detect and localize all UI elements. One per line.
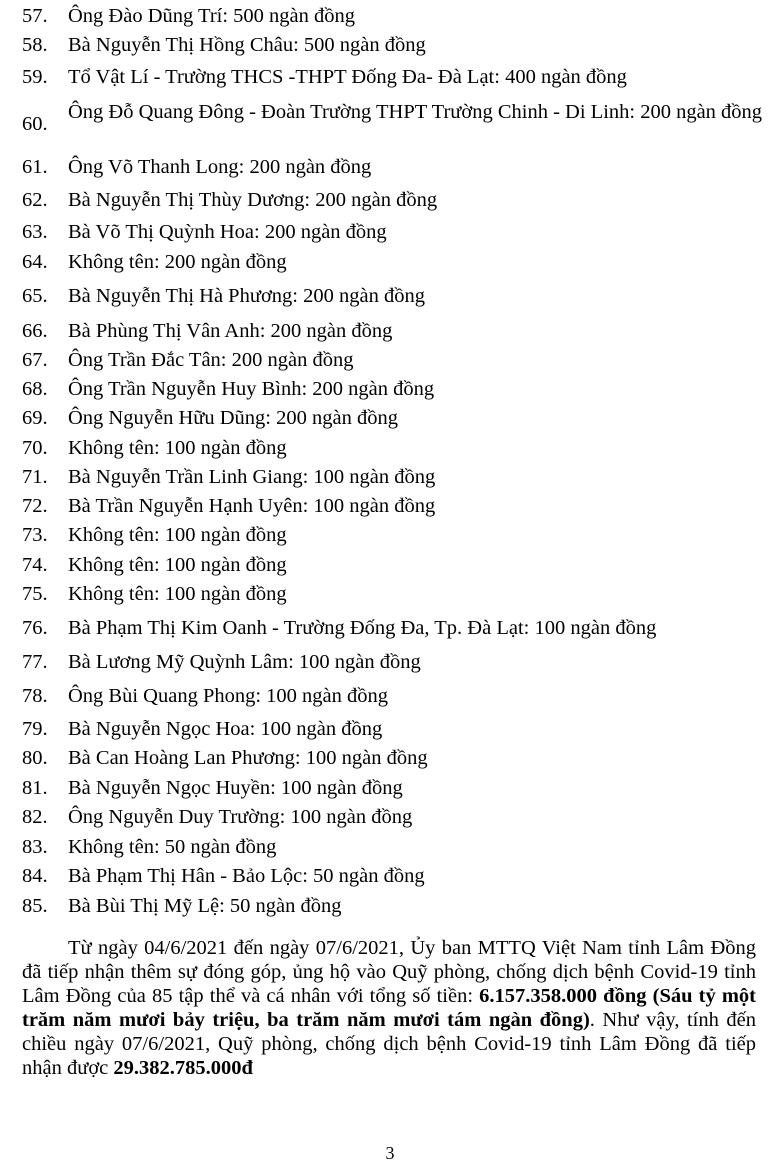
item-number: 64.	[22, 251, 48, 273]
item-text: Không tên: 100 ngàn đồng	[68, 437, 287, 459]
item-text: Không tên: 100 ngàn đồng	[68, 554, 287, 576]
item-number: 70.	[22, 437, 48, 459]
item-text: Không tên: 50 ngàn đồng	[68, 836, 277, 858]
item-number: 76.	[22, 617, 48, 639]
item-number: 68.	[22, 378, 48, 400]
item-text: Không tên: 100 ngàn đồng	[68, 524, 287, 546]
item-text: Bà Nguyễn Ngọc Huyền: 100 ngàn đồng	[68, 777, 403, 799]
item-number: 57.	[22, 5, 48, 27]
item-text: Ông Trần Đắc Tân: 200 ngàn đồng	[68, 349, 354, 371]
item-text: Không tên: 200 ngàn đồng	[68, 251, 287, 273]
item-text: Bà Nguyễn Thị Hồng Châu: 500 ngàn đồng	[68, 34, 426, 56]
item-text: Bà Bùi Thị Mỹ Lệ: 50 ngàn đồng	[68, 895, 342, 917]
item-number: 62.	[22, 189, 48, 211]
item-number: 66.	[22, 320, 48, 342]
item-text: Ông Đỗ Quang Đông - Đoàn Trường THPT Trường Chinh - Di Linh: 200 ngàn đồng	[68, 101, 763, 123]
item-text: Ông Võ Thanh Long: 200 ngàn đồng	[68, 156, 372, 178]
summary-text-2: . Như vậy, tính đến chiều ngày 07/6/2021, Quỹ phòng, chống dịch bệnh Covid-19 tỉnh Lâm Đồng đã tiếp nhận được	[22, 1009, 756, 1079]
item-number: 60.	[22, 113, 48, 135]
item-number: 82.	[22, 806, 48, 828]
item-text: Ông Đào Dũng Trí: 500 ngàn đồng	[68, 5, 356, 27]
item-text: Ông Trần Nguyễn Huy Bình: 200 ngàn đồng	[68, 378, 435, 400]
item-text: Không tên: 100 ngàn đồng	[68, 583, 287, 605]
item-text: Bà Nguyễn Thị Thùy Dương: 200 ngàn đồng	[68, 189, 438, 211]
item-text: Bà Trần Nguyễn Hạnh Uyên: 100 ngàn đồng	[68, 495, 436, 517]
item-number: 71.	[22, 466, 48, 488]
item-number: 85.	[22, 895, 48, 917]
summary-amount: 6.157.358.000 đồng (Sáu tỷ một trăm năm mươi bảy triệu, ba trăm năm mươi tám ngàn đồng)	[22, 985, 756, 1031]
item-text: Bà Phạm Thị Hân - Bảo Lộc: 50 ngàn đồng	[68, 865, 425, 887]
item-text: Bà Lương Mỹ Quỳnh Lâm: 100 ngàn đồng	[68, 651, 421, 673]
item-text: Bà Nguyễn Trần Linh Giang: 100 ngàn đồng	[68, 466, 436, 488]
item-number: 58.	[22, 34, 48, 56]
item-number: 59.	[22, 66, 48, 88]
item-text: Bà Nguyễn Ngọc Hoa: 100 ngàn đồng	[68, 718, 383, 740]
page-number: 3	[385, 1143, 395, 1163]
item-number: 84.	[22, 865, 48, 887]
item-number: 61.	[22, 156, 48, 178]
item-number: 79.	[22, 718, 48, 740]
item-number: 80.	[22, 747, 48, 769]
item-number: 73.	[22, 524, 48, 546]
item-text: Bà Võ Thị Quỳnh Hoa: 200 ngàn đồng	[68, 221, 387, 243]
item-text: Bà Phạm Thị Kim Oanh - Trường Đống Đa, Tp. Đà Lạt: 100 ngàn đồng	[68, 617, 657, 639]
item-text: Bà Can Hoàng Lan Phương: 100 ngàn đồng	[68, 747, 428, 769]
item-number: 74.	[22, 554, 48, 576]
item-number: 67.	[22, 349, 48, 371]
item-number: 75.	[22, 583, 48, 605]
item-text: Bà Phùng Thị Vân Anh: 200 ngàn đồng	[68, 320, 393, 342]
item-text: Bà Nguyễn Thị Hà Phương: 200 ngàn đồng	[68, 285, 425, 307]
item-number: 83.	[22, 836, 48, 858]
summary-total: 29.382.785.000đ	[113, 1057, 253, 1079]
item-number: 65.	[22, 285, 48, 307]
item-number: 81.	[22, 777, 48, 799]
summary-paragraph	[22, 936, 756, 1080]
item-number: 69.	[22, 407, 48, 429]
item-number: 77.	[22, 651, 48, 673]
item-text: Ông Nguyễn Hữu Dũng: 200 ngàn đồng	[68, 407, 398, 429]
item-number: 72.	[22, 495, 48, 517]
item-number: 78.	[22, 685, 48, 707]
item-text: Tổ Vật Lí - Trường THCS -THPT Đống Đa- Đà Lạt: 400 ngàn đồng	[68, 66, 627, 88]
item-text: Ông Bùi Quang Phong: 100 ngàn đồng	[68, 685, 389, 707]
item-number: 63.	[22, 221, 48, 243]
summary-text-1: Từ ngày 04/6/2021 đến ngày 07/6/2021, Ủy ban MTTQ Việt Nam tỉnh Lâm Đồng đã tiếp nhận thêm sự đóng góp, ủng hộ vào Quỹ phòng, chống dịch bệnh Covid-19 tỉnh Lâm Đồng của 85 tập thể và cá nhân với tổng số tiền:	[22, 937, 756, 1007]
item-text: Ông Nguyễn Duy Trường: 100 ngàn đồng	[68, 806, 413, 828]
